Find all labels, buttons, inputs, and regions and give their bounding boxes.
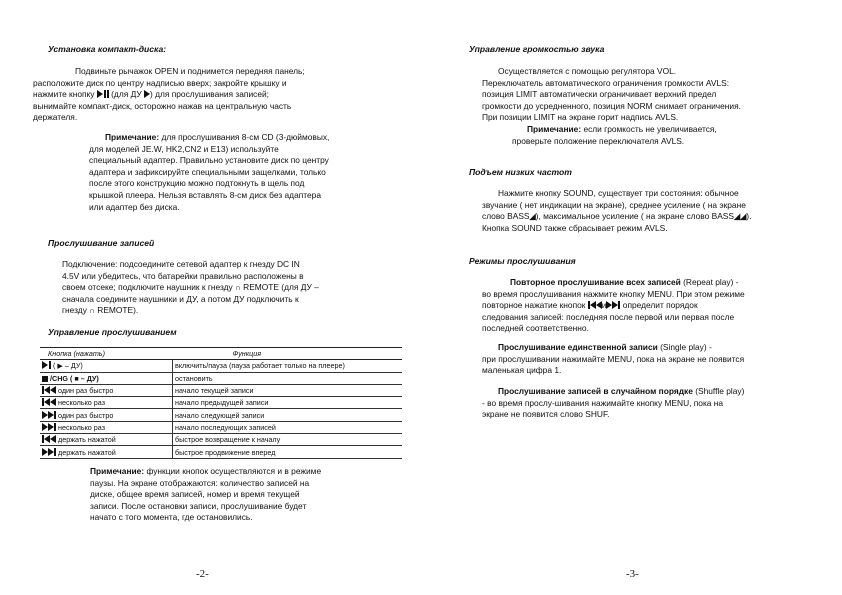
text-line: следования записей: последняя после первой или первая после [482, 311, 735, 322]
text-line: Прослушивание записей в случайном порядке (Shuffle play) [498, 386, 745, 396]
text-line: Подключение: подсоедините сетевой адаптер к гнезду DC IN [62, 259, 300, 269]
table-cell-function: быстрое возвращение к началу [173, 434, 403, 446]
control-table [40, 347, 402, 459]
text-line: записи. После остановки записи, прослушивание будет [90, 500, 307, 511]
text-line: адаптера и зафиксируйте специальными защелками, только [89, 166, 326, 177]
stop-icon [42, 376, 48, 382]
text-line: своем отсеке; подключите наушник к гнезду ∩ REMOTE (для ДУ – [62, 282, 319, 293]
table-cell-function: остановить [173, 372, 403, 384]
text-line: гнезду ∩ REMOTE). [62, 305, 139, 316]
next-track-icon [42, 423, 56, 432]
bass-mid-icon: ◢ [529, 212, 536, 222]
text-line: Прослушивание единственной записи (Single play) - [498, 342, 712, 352]
text-line: слово BASS◢), максимальное усиление ( на экране слово BASS◢◢). [482, 211, 752, 222]
text-line: крышкой плеера. Нельзя вставлять 8-см диск без адаптера [89, 189, 321, 200]
heading-volume: Управление громкостью звука [469, 44, 605, 54]
table-cell-function: быстрое продвижение вперед [173, 446, 403, 458]
next-track-icon [42, 411, 56, 420]
previous-track-icon [588, 300, 602, 310]
note-label: Примечание: [90, 466, 145, 476]
table-cell-key: несколько раз [40, 421, 173, 433]
text-line: сначала соедините наушники и ДУ, а потом ДУ подключить к [62, 293, 299, 304]
text-line: Повторное прослушивание всех записей (Repeat play) - [510, 277, 739, 287]
text-line: повторное нажатие кнопок и определит порядок [482, 300, 698, 311]
text-line: Кнопка SOUND также сбрасывает режим AVLS. [482, 222, 668, 233]
table-row [40, 434, 402, 446]
text-line: Примечание: функции кнопок осуществляются и в режиме [90, 466, 322, 476]
text-line: во время прослушивания нажмите кнопку MENU. При этом режиме [482, 288, 745, 299]
note-label: Примечание: [105, 132, 160, 142]
column-header-function: Функция [173, 348, 403, 360]
repeat-paragraph [482, 277, 822, 335]
text-line: громкости до усредненного, позиция NORM снимает ограничения. [482, 100, 741, 111]
text-line: нажмите кнопку (для ДУ ) для прослушивания записей; [33, 89, 269, 100]
table-cell-function: начало текущей записи [173, 384, 403, 396]
text-line: экране не появится слово SHUF. [482, 409, 610, 420]
table-header-row [40, 348, 402, 360]
table-row [40, 397, 402, 409]
previous-track-icon [42, 398, 56, 407]
text-line: начато с того момента, где остановились. [90, 512, 253, 523]
text-line: 4.5V или убедитесь, что батарейки правильно расположены в [62, 270, 304, 281]
text-line: диске, общее время записей, номер и время текущей [90, 489, 300, 500]
table-cell-key: ( ▶ – ДУ) [40, 360, 173, 372]
text-line: расположите диск по центру надписью вверх; закройте крышку и [33, 77, 287, 88]
text-line: маленькая цифра 1. [482, 365, 562, 376]
heading-control: Управление прослушиванием [48, 327, 177, 337]
table-cell-key: один раз быстро [40, 384, 173, 396]
next-track-icon [42, 448, 56, 457]
text-line: Примечание: для прослушивания 8-см CD (3-дюймовых, [105, 132, 330, 142]
text-line: Осуществляется с помощью регулятора VOL. [498, 66, 677, 76]
text-line: для моделей JE.W, HK2,CN2 и E13) используйте [89, 143, 279, 154]
previous-track-icon [42, 386, 56, 395]
next-track-icon [606, 300, 620, 310]
note-8cm-cd [89, 132, 379, 213]
text-line: после этого конструкцию можно подтокнуть в щель под [89, 178, 305, 189]
table-cell-function: включить/пауза (пауза работает только на плеере) [173, 360, 403, 372]
text-line: Подвиньте рычажок OPEN и поднимется передняя панель; [75, 66, 305, 76]
headphones-icon: ∩ [89, 306, 95, 316]
text-line: паузы. На экране отображаются: количество записей на [90, 477, 310, 488]
previous-track-icon [42, 435, 56, 444]
volume-paragraph [482, 66, 812, 147]
table-cell-key: держать нажатой [40, 434, 173, 446]
table-row [40, 446, 402, 458]
page-number-left: -2- [196, 568, 209, 580]
text-line: Нажмите кнопку SOUND, существует три состояния: обычное [498, 188, 739, 198]
text-line: позиция LIMIT автоматически ограничивает верхний предел [482, 89, 717, 100]
text-line: При позиции LIMIT на экране горит надпись AVLS. [482, 112, 679, 123]
column-header-key: Кнопка (нажать) [40, 348, 173, 360]
heading-bass: Подъем низких частот [469, 167, 572, 177]
text-line: специальный адаптер. Правильно установите диск по центру [89, 155, 329, 166]
listening-paragraph [62, 259, 362, 317]
note-control [90, 466, 380, 524]
table-row [40, 421, 402, 433]
note-label: Примечание: [527, 123, 582, 134]
text-line: - во время прослу-шивания нажимайте кнопку MENU, пока на [482, 397, 724, 408]
text-line: звучание ( нет индикации на экране), среднее усиление ( на экране [482, 199, 746, 210]
table-cell-key: /CHG ( ■ – ДУ) [40, 372, 173, 384]
play-pause-icon [42, 361, 51, 370]
table-cell-key: один раз быстро [40, 409, 173, 421]
heading-listening: Прослушивание записей [48, 238, 155, 248]
bass-max-icon: ◢◢ [733, 212, 747, 222]
table-cell-function: начало последующих записей [173, 421, 403, 433]
text-line: Примечание: если громкость не увеличивается, [527, 123, 717, 134]
text-line: Переключатель автоматического ограничения громкости AVLS: [482, 77, 730, 88]
table-cell-function: начало предыдущей записи [173, 397, 403, 409]
text-line: последней соответственно. [482, 323, 589, 334]
table-row [40, 409, 402, 421]
heading-disc-install: Установка компакт-диска: [48, 44, 167, 54]
shuffle-paragraph [482, 386, 822, 421]
disc-install-paragraph [33, 66, 363, 124]
bass-paragraph [482, 188, 812, 234]
table-row [40, 384, 402, 396]
page-number-right: -3- [626, 568, 639, 580]
table-cell-key: держать нажатой [40, 446, 173, 458]
headphones-icon: ∩ [235, 283, 241, 293]
table-cell-function: начало следующей записи [173, 409, 403, 421]
text-line: или адаптер без диска. [89, 201, 180, 212]
text-line: держателя. [33, 112, 78, 123]
text-line: вынимайте компакт-диск, осторожно нажав на центральную часть [33, 100, 292, 111]
table-row [40, 372, 402, 384]
text-line: при прослушивании нажимайте MENU, пока на экране не появится [482, 353, 745, 364]
heading-modes: Режимы прослушивания [469, 256, 576, 266]
single-paragraph [482, 342, 822, 377]
table-row [40, 360, 402, 372]
table-cell-key: несколько раз [40, 397, 173, 409]
text-line: проверьте положение переключателя AVLS. [512, 135, 685, 146]
play-pause-icon [97, 89, 109, 99]
